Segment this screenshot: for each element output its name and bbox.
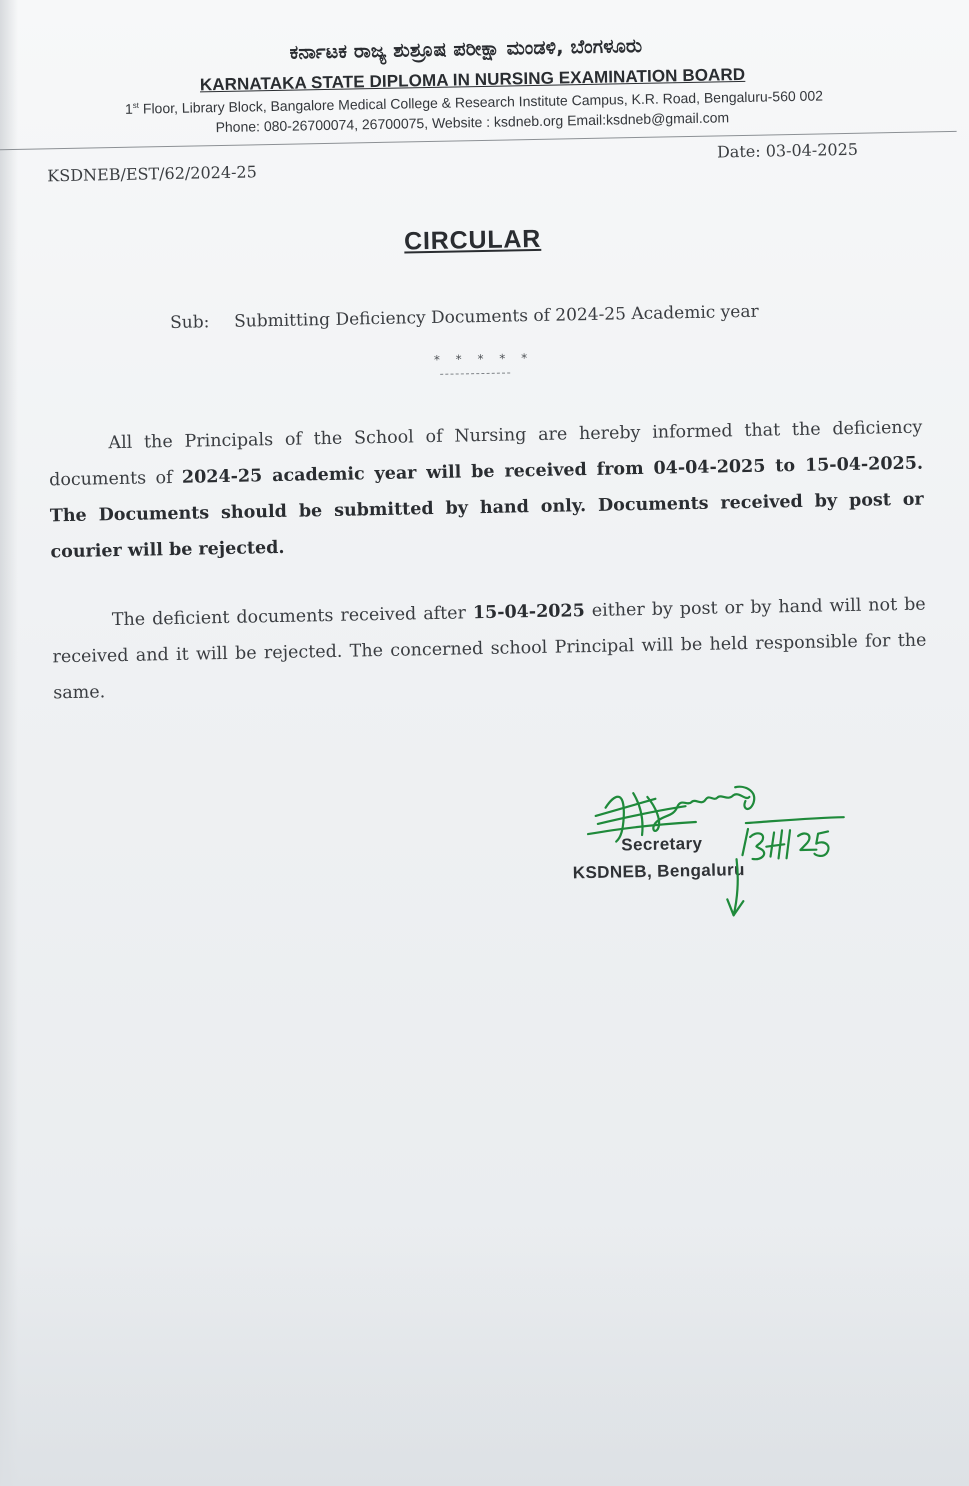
paragraph-2 (52, 587, 928, 712)
paragraph-1 (48, 410, 925, 571)
address-floor: 1 (124, 100, 133, 117)
kannada-board-title: ಕರ್ನಾಟಕ ರಾಜ್ಯ ಶುಶ್ರೂಷ ಪರೀಕ್ಷಾ ಮಂಡಳಿ, ಬೆಂಗಳೂರು (289, 34, 643, 64)
circular-date: Date: 03-04-2025 (716, 139, 859, 162)
paragraph-1-lead: All the Principals of the School of Nursing are hereby informed that the deficiency documents of (48, 417, 923, 491)
board-contact: Phone: 080-26700074, 26700075, Website : ksdneb.org Email:ksdneb@gmail.com (215, 109, 730, 136)
signatory-office: KSDNEB, Bengaluru (572, 860, 746, 883)
paragraph-2-bold-date: 15-04-2025 (472, 601, 586, 624)
subject-line (170, 300, 870, 333)
signature-ink (587, 785, 845, 918)
paragraph-indent (52, 625, 112, 626)
subject-label: Sub: (169, 312, 210, 334)
paragraph-2-lead: The deficient documents received after (111, 603, 474, 631)
address-rest: Floor, Library Block, Bangalore Medical College & Research Institute Campus, K.R. Road, Bengaluru-560 002 (138, 87, 824, 117)
reference-number: KSDNEB/EST/62/2024-25 (47, 162, 257, 186)
handwritten-signature (585, 773, 858, 928)
address-floor-suffix: st (132, 100, 140, 111)
board-name: KARNATAKA STATE DIPLOMA IN NURSING EXAMINATION BOARD (199, 64, 746, 95)
circular-title: CIRCULAR (403, 224, 542, 256)
star-separator: * * * * * (433, 351, 534, 367)
signatory-role: Secretary (621, 833, 703, 855)
subject-text: Submitting Deficiency Documents of 2024-25 Academic year (233, 301, 759, 332)
paragraph-2-tail: either by post or by hand will not be received and it will be rejected. The concerned school Principal will be held responsible for the same. (52, 594, 927, 704)
paragraph-1-bold: 2024-25 academic year will be received from 04-04-2025 to 15-04-2025. The Documents should be submitted by hand only. Documents received by post or courier will be rejected. (49, 453, 924, 563)
paragraph-indent (49, 448, 109, 449)
star-separator-underline (440, 372, 510, 374)
